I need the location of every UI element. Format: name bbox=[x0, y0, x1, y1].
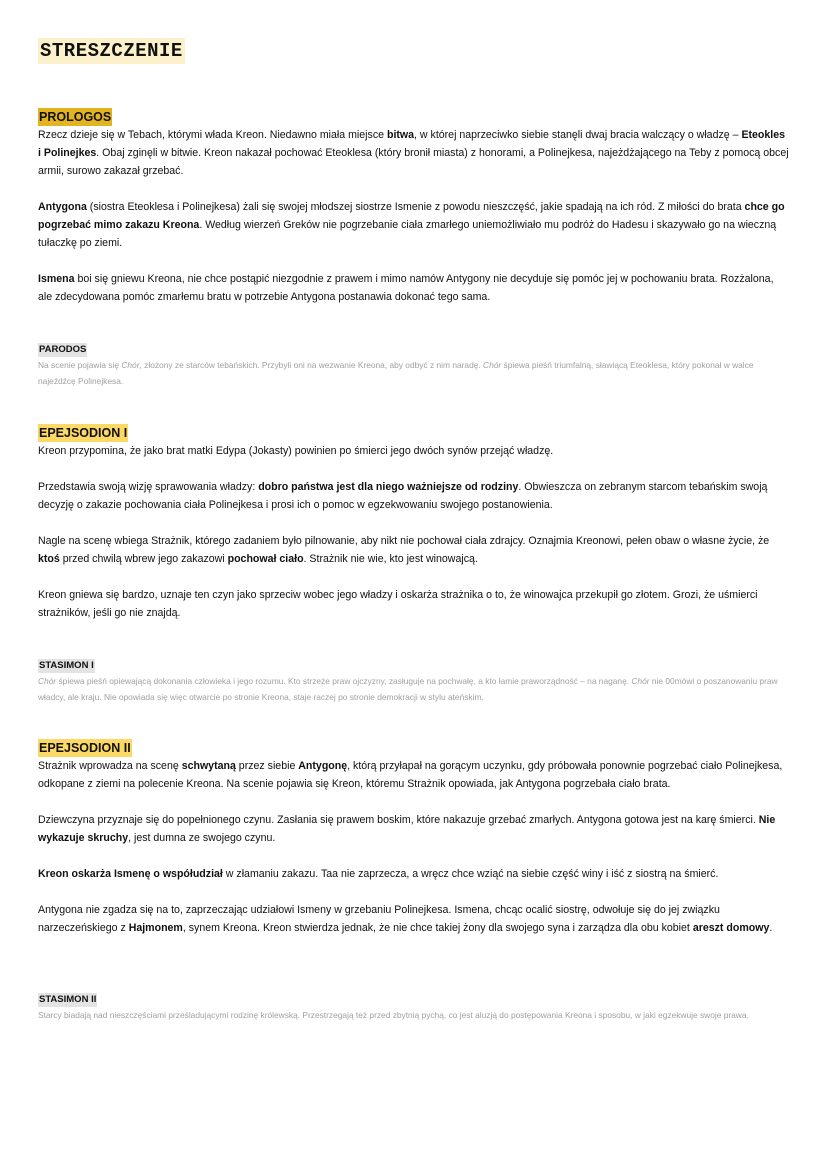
bold-text: schwytaną bbox=[181, 760, 236, 772]
text-run: , złożony ze starców tebańskich. Przybyli oni na wezwanie Kreona, aby odbyć z nim naradę. bbox=[139, 360, 484, 370]
text-run: (siostra Eteoklesa i Polinejkesa) żali się swojej młodszej siostrze Ismenie z powodu nieszczęść, jakie spadają na ich ród. Z miłości do brata bbox=[86, 201, 745, 213]
text-run: . bbox=[769, 922, 773, 934]
bold-text: areszt domowy bbox=[692, 922, 770, 934]
text-run: Dziewczyna przyznaje się do popełnionego czynu. Zasłania się prawem boskim, które nakazuje grzebać zmarłych. Antygona gotowa jest na karę śmierci. bbox=[38, 814, 759, 826]
text-run: Przedstawia swoją wizję sprawowania władzy: bbox=[38, 481, 259, 493]
text-run: śpiewa pieśń opiewającą dokonania człowieka i jego rozumu. Kto strzeże praw ojczyzny, zasługuje na pochwałę, a kto łamie praworządność – na naganę. bbox=[56, 676, 632, 686]
section-heading: STASIMON I bbox=[39, 660, 94, 671]
text-run: Chór bbox=[121, 360, 140, 370]
bold-text: bitwa bbox=[386, 129, 415, 141]
section-stasimon-i bbox=[38, 655, 790, 705]
bold-text: Kreon oskarża Ismenę o współudział bbox=[38, 868, 223, 880]
section-stasimon-ii bbox=[38, 989, 790, 1023]
paragraph bbox=[38, 1007, 790, 1023]
section-heading: EPEJSODION II bbox=[39, 741, 131, 755]
text-run: śpiewa pieśń triumfalną, sławiącą Eteoklesa, który pokonał w walce najeźdźcę Polinejkesa. bbox=[38, 360, 754, 386]
section-heading: EPEJSODION I bbox=[39, 426, 128, 440]
paragraph bbox=[38, 270, 790, 306]
text-run: boi się gniewu Kreona, nie chce postąpić niezgodnie z prawem i mimo namów Antygony nie decyduje się pomóc jej w pochowaniu brata. Rozżalona, ale zdecydowana pomóc zmarłemu bratu w potrzebie Antygona postanawia dokonać tego sama. bbox=[38, 273, 774, 303]
text-run: Kreon gniewa się bardzo, uznaje ten czyn jako sprzeciw wobec jego władzy i oskarża strażnika o to, że winowajca przekupił go złotem. Grozi, że uśmierci strażników, jeśli go nie znajdą. bbox=[38, 589, 758, 619]
text-run: Rzecz dzieje się w Tebach, którymi włada Kreon. Niedawno miała miejsce bbox=[38, 129, 387, 141]
text-run: Chór bbox=[483, 360, 502, 370]
text-run: przez siebie bbox=[235, 760, 299, 772]
text-run: przed chwilą wbrew jego zakazowi bbox=[59, 553, 228, 565]
paragraph bbox=[38, 811, 790, 847]
paragraph bbox=[38, 901, 790, 937]
paragraph bbox=[38, 757, 790, 793]
text-run: , synem Kreona. Kreon stwierdza jednak, że nie chce takiej żony dla swojego syna i zarządza dla obu kobiet bbox=[182, 922, 693, 934]
text-run: w złamaniu zakazu. Taa nie zaprzecza, a wręcz chce wziąć na siebie część winy i iść z siostrą na śmierć. bbox=[222, 868, 719, 880]
bold-text: chce go pogrzebać mimo zakazu Kreona bbox=[38, 201, 785, 231]
text-run: . Obaj zginęli w bitwie. Kreon nakazał pochować Eteoklesa (który bronił miasta) z honorami, a Polinejkesa, najeżdżającego na Teby z pomocą obcej armii, surowo zakazał grzebać. bbox=[38, 147, 789, 177]
section-heading: STASIMON II bbox=[39, 994, 97, 1005]
paragraph bbox=[38, 478, 790, 514]
paragraph bbox=[38, 198, 790, 252]
bold-text: Hajmonem bbox=[128, 922, 183, 934]
text-run: , w której naprzeciwko siebie stanęli dwaj bracia walczący o władzę – bbox=[414, 129, 742, 141]
bold-text: ktoś bbox=[38, 553, 60, 565]
paragraph bbox=[38, 532, 790, 568]
text-run: Nagle na scenę wbiega Strażnik, którego zadaniem było pilnowanie, aby nikt nie pochował ciała zdrajcy. Oznajmia Kreonowi, pełen obaw o własne życie, że bbox=[38, 535, 770, 547]
text-run: , jest dumna ze swojego czynu. bbox=[128, 832, 276, 844]
paragraph bbox=[38, 126, 790, 180]
paragraph bbox=[38, 673, 790, 705]
bold-text: dobro państwa jest dla niego ważniejsze od rodziny bbox=[258, 481, 519, 493]
bold-text: Antygonę bbox=[298, 760, 348, 772]
paragraph bbox=[38, 865, 790, 883]
text-run: . Według wierzeń Greków nie pogrzebanie ciała zmarłego uniemożliwiało mu podróż do Hadesu i skazywało go na wieczną tułaczkę po ziemi. bbox=[38, 219, 777, 249]
text-run: Strażnik wprowadza na scenę bbox=[38, 760, 182, 772]
text-run: Antygona nie zgadza się na to, zaprzeczając udziałowi Ismeny w grzebaniu Polinejkesa. Ismena, chcąc ocalić siostrę, odwołuje się do jej związku narzeczeńskiego z bbox=[38, 904, 720, 934]
text-run: Starcy biadają nad nieszczęściami prześladującymi rodzinę królewską. Przestrzegają też przed zbytnią pychą, co jest aluzją do postępowania Kreona i sposobu, w jaki egzekwuje swoje prawa. bbox=[38, 1010, 749, 1020]
bold-text: pochował ciało bbox=[227, 553, 304, 565]
text-run: nie 00mówi o poszanowaniu praw władcy, ale kraju. Nie opowiada się więc otwarcie po stronie Kreona, staje raczej po stronie demokracji w stylu ateńskim. bbox=[38, 676, 778, 702]
text-run: Chór bbox=[38, 676, 57, 686]
text-run: Kreon przypomina, że jako brat matki Edypa (Jokasty) powinien po śmierci jego dwóch synów przejąć władzę. bbox=[38, 445, 554, 457]
paragraph bbox=[38, 442, 790, 460]
bold-text: Antygona bbox=[38, 201, 87, 213]
text-run: Na scenie pojawia się bbox=[38, 360, 122, 370]
section-heading: PROLOGOS bbox=[39, 110, 112, 124]
text-run: , którą przyłapał na gorącym uczynku, gdy próbowała ponownie pogrzebać ciało Polinejkesa, odkopane z ziemi na polecenie Kreona. Na scenie pojawia się Kreon, któremu Strażnik opowiada, jak Antygona pogrzebała ciało brata. bbox=[38, 760, 783, 790]
section-heading: PARODOS bbox=[39, 344, 87, 355]
bold-text: Eteokles i Polinejkes bbox=[38, 129, 786, 159]
document-title: STRESZCZENIE bbox=[40, 40, 183, 62]
bold-text: Nie wykazuje skruchy bbox=[38, 814, 776, 844]
section-epejsodion-ii bbox=[38, 739, 790, 937]
paragraph bbox=[38, 586, 790, 622]
section-epejsodion-i bbox=[38, 424, 790, 622]
paragraph bbox=[38, 357, 790, 389]
bold-text: Ismena bbox=[38, 273, 75, 285]
text-run: . Strażnik nie wie, kto jest winowajcą. bbox=[303, 553, 478, 565]
section-prologos bbox=[38, 108, 790, 306]
text-run: . Obwieszcza on zebranym starcom tebańskim swoją decyzję o zakazie pochowania ciała Polinejkesa i prosi ich o pomoc w egzekwowaniu swojego postanowienia. bbox=[38, 481, 768, 511]
text-run: Chór bbox=[631, 676, 650, 686]
section-parodos bbox=[38, 339, 790, 389]
